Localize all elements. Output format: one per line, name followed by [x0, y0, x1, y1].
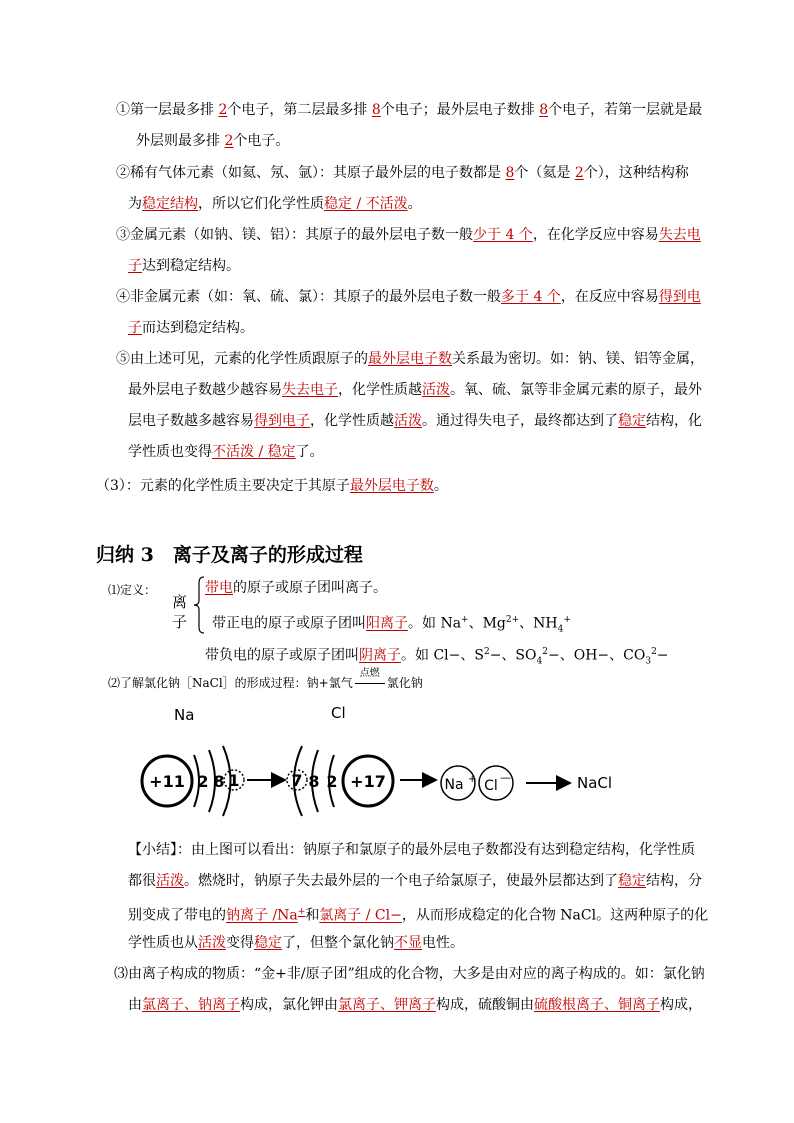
text-run: 带正电的原子或原子团叫 [212, 615, 366, 632]
rule-4-line-2 [128, 318, 254, 338]
text-run: 4 [557, 624, 564, 635]
answer-text: 8 [371, 102, 381, 118]
nacl-formation-line [108, 668, 423, 693]
text-run: 。通过得失电子，最终都达到了 [422, 413, 618, 429]
answer-text: 稳定 [618, 413, 646, 429]
text-run: 为 [128, 196, 142, 212]
text-run: 关系最为密切。如：钠、镁、铝等金属， [452, 351, 704, 367]
answer-text: 2 [218, 102, 228, 118]
rule-5-line-1 [116, 349, 704, 369]
section-heading: 归纳 3 离子及离子的形成过程 [96, 544, 363, 566]
text-run: 个），这种结构称 [583, 165, 689, 181]
nacl-formation-prefix: ⑵了解氯化钠［NaCl］的形成过程：钠+氯气 [108, 676, 353, 690]
ion-char-1: 离 [172, 593, 188, 611]
na-ion-charge: + [468, 774, 477, 785]
answer-text: 活泼 [198, 935, 226, 951]
text-run: 了，但整个氯化钠 [282, 935, 394, 951]
definition-line-1 [205, 578, 387, 598]
text-run: ，从而形成稳定的化合物 NaCl。这两种原子的化 [401, 907, 709, 924]
text-run: 由 [128, 997, 142, 1013]
text-run: 构成， [660, 997, 702, 1013]
nacl-formation-suffix: 氯化钠 [386, 676, 423, 690]
product-label: NaCl [577, 774, 613, 792]
summary-line-3 [128, 902, 708, 926]
text-run: 带负电的原子或原子团叫 [205, 647, 359, 664]
text-run: 2+ [505, 615, 520, 625]
text-run: 构成，氯化钾由 [240, 997, 338, 1013]
summary-line-2 [128, 871, 702, 891]
text-run: 。如 Na [408, 615, 462, 632]
rule-3-line-1 [116, 225, 701, 245]
text-run: 和 [305, 907, 320, 924]
text-run: −、SO [489, 647, 537, 664]
text-run: 4 [536, 656, 543, 667]
rule-5-line-3 [128, 411, 702, 431]
text-run: ④非金属元素（如：氧、硫、氯）：其原子的最外层电子数一般 [116, 289, 501, 305]
text-run: 结构，化 [646, 413, 702, 429]
rule-6-line-1 [96, 476, 448, 496]
text-run: 而达到稳定结构。 [142, 320, 254, 336]
answer-text: 钠离子 /Na [226, 907, 298, 924]
text-run: 。如 Cl−、S [401, 647, 484, 664]
text-run: − [656, 647, 669, 664]
text-run: −、OH−、CO [547, 647, 646, 664]
answer-text: 稳定 [254, 935, 282, 951]
answer-text: 得到电 [658, 289, 701, 305]
text-run: ③金属元素（如钠、镁、铝）：其原子的最外层电子数一般 [116, 227, 473, 243]
text-run: 2 [542, 647, 548, 657]
na-shell-2-count: 8 [213, 772, 225, 791]
cl-atom-label: Cl [331, 704, 346, 722]
curly-brace-icon [192, 576, 206, 634]
answer-text: 活泼 [422, 382, 450, 398]
reaction-arrow [353, 668, 387, 693]
text-run: 变得 [226, 935, 254, 951]
text-run: 。燃烧时，钠原子失去最外层的一个电子给氯原子，使最外层都达到了 [184, 873, 618, 889]
text-run: 。 [407, 196, 422, 212]
rule-2-line-1 [116, 163, 689, 183]
answer-text: 2 [224, 133, 234, 149]
text-run: 【小结】：由上图可以看出：钠原子和氯原子的最外层电子数都没有达到稳定结构，化学性质 [128, 842, 695, 858]
text-run: ②稀有气体元素（如氦、氖、氩）：其原子最外层的电子数都是 [116, 165, 506, 181]
text-run: 个电子，若第一层就是最 [548, 102, 703, 118]
text-run: 、NH [519, 615, 558, 632]
na-ion-symbol: Na [444, 777, 464, 793]
text-run: 学性质也变得 [128, 444, 212, 460]
text-run: （3）：元素的化学性质主要决定于其原子 [96, 478, 350, 494]
text-run: ，在反应中容易 [560, 289, 659, 305]
answer-text: 得到电子 [254, 413, 310, 429]
answer-text: 不显 [394, 935, 422, 951]
answer-text: 带电 [205, 580, 233, 596]
na-shell-1-count: 2 [197, 772, 209, 791]
reaction-condition: 点燃 [359, 668, 380, 679]
answer-text: + [297, 907, 306, 917]
text-run: 个（氦是 [514, 165, 575, 181]
text-run: ①第一层最多排 [116, 102, 219, 118]
answer-text: 多于 4 个 [501, 289, 561, 305]
cl-shell-3-count: 7 [291, 771, 303, 790]
text-run: 2 [483, 647, 490, 657]
text-run: + [563, 615, 571, 625]
text-run: 结构，分 [646, 873, 702, 889]
text-run: 层电子数越多越容易 [128, 413, 254, 429]
answer-text: 氯离子、钾离子 [338, 997, 436, 1013]
answer-text: 2 [574, 165, 584, 181]
answer-text: 氯离子 / Cl− [319, 907, 402, 924]
cl-shell-1-count: 2 [326, 772, 338, 791]
text-run: ，在化学反应中容易 [532, 227, 659, 243]
text-run: 3 [645, 656, 652, 667]
cl-ion-symbol: Cl [484, 778, 498, 794]
answer-text: 阴离子 [359, 647, 401, 664]
text-run: 。氧、硫、氯等非金属元素的原子，最外 [450, 382, 702, 398]
answer-text: 最外层电子数 [349, 478, 434, 494]
text-run: 了。 [295, 444, 324, 460]
answer-text: 8 [539, 102, 549, 118]
answer-text: 氯离子、钠离子 [142, 997, 240, 1013]
text-run: 构成，硫酸铜由 [436, 997, 534, 1013]
answer-text: 稳定 / 不活泼 [324, 196, 408, 212]
answer-text: 稳定结构 [142, 196, 198, 212]
answer-text: 失去电 [658, 227, 701, 243]
answer-text: 硫酸根离子、铜离子 [534, 997, 660, 1013]
na-atom-label: Na [174, 706, 195, 724]
rule-5-line-2 [128, 380, 702, 400]
cl-nucleus-charge: +17 [350, 772, 386, 791]
answer-text: 子 [128, 320, 142, 336]
nacl-formation-diagram [130, 700, 650, 830]
text-run: 电性。 [422, 935, 464, 951]
definition-cation [212, 610, 571, 639]
rule-5-line-4 [128, 442, 324, 462]
answer-text: 不活泼 / 稳定 [212, 444, 296, 460]
text-run: 个电子，第二层最多排 [227, 102, 372, 118]
text-run: 。 [433, 478, 448, 494]
definition-label: ⑴定义： [108, 583, 157, 597]
text-run: ⑤由上述可见，元素的化学性质跟原子的 [116, 351, 368, 367]
answer-text: 少于 4 个 [473, 227, 533, 243]
text-run: 、Mg [468, 615, 506, 632]
text-run: 个电子；最外层电子数排 [380, 102, 540, 118]
answer-text: 失去电子 [282, 382, 338, 398]
text-run: ，所以它们化学性质 [198, 196, 324, 212]
ion-char-2: 子 [172, 613, 188, 631]
text-run: 别变成了带电的 [128, 907, 226, 924]
cl-ion-charge: — [500, 771, 511, 784]
definition-anion [205, 642, 669, 671]
text-run: ⑶由离子构成的物质：“金+非/原子团”组成的化合物，大多是由对应的离子构成的。如：氯化钠 [114, 966, 705, 982]
text-run: ，化学性质越 [310, 413, 394, 429]
text-run: 最外层电子数越少越容易 [128, 382, 282, 398]
text-run: 达到稳定结构。 [142, 258, 240, 274]
ionic-compounds-line-1 [114, 964, 705, 984]
answer-text: 最外层电子数 [368, 351, 452, 367]
text-run: 的原子或原子团叫离子。 [233, 580, 387, 596]
answer-text: 阳离子 [366, 615, 408, 632]
rule-1-line-1 [116, 100, 702, 120]
summary-line-4 [128, 933, 464, 953]
text-run: 学性质也从 [128, 935, 198, 951]
na-shell-3-count: 1 [228, 771, 240, 790]
text-run: 外层则最多排 [136, 133, 225, 149]
ionic-compounds-line-2 [128, 995, 702, 1015]
answer-text: 活泼 [156, 873, 184, 889]
answer-text: 活泼 [394, 413, 422, 429]
cl-shell-2-count: 8 [308, 772, 320, 791]
rule-4-line-1 [116, 287, 701, 307]
answer-text: 子 [128, 258, 142, 274]
summary-line-1 [128, 840, 695, 860]
answer-text: 8 [505, 165, 515, 181]
text-run: 2 [651, 647, 657, 657]
text-run: ，化学性质越 [338, 382, 422, 398]
na-nucleus-charge: +11 [149, 772, 185, 791]
text-run: 个电子。 [233, 133, 290, 149]
text-run: 都很 [128, 873, 156, 889]
answer-text: 稳定 [618, 873, 646, 889]
rule-2-line-2 [128, 194, 422, 214]
rule-3-line-2 [128, 256, 240, 276]
text-run: + [461, 615, 469, 625]
rule-1-line-2 [136, 131, 289, 151]
